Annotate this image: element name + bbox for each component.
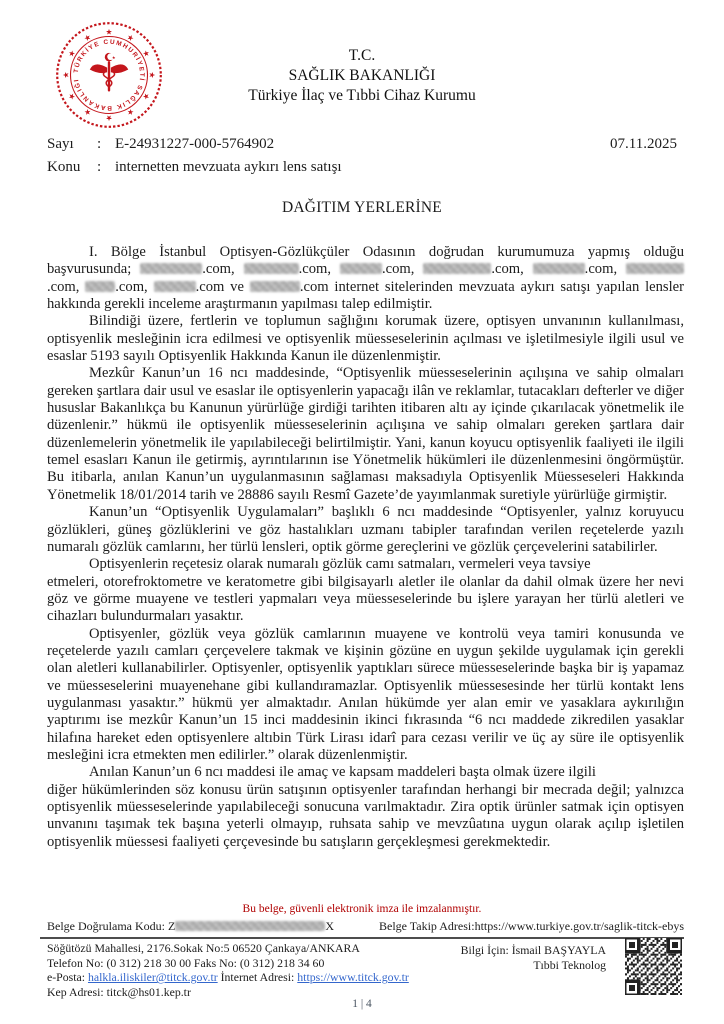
redacted-text	[140, 263, 202, 274]
contact-title: Tıbbi Teknolog	[533, 957, 606, 972]
konu-colon: :	[97, 159, 102, 175]
svg-text:★: ★	[82, 32, 93, 44]
redacted-text	[154, 281, 196, 292]
document-date: 07.11.2025	[610, 136, 677, 152]
svg-text:★: ★	[111, 55, 116, 61]
redacted-text	[626, 263, 684, 274]
redacted-text	[533, 263, 585, 274]
redacted-text	[175, 921, 325, 931]
svg-text:★: ★	[147, 71, 157, 79]
konu-value: internetten mevzuata aykırı lens satışı	[115, 159, 342, 175]
email-link[interactable]: halkla.iliskiler@titck.gov.tr	[87, 970, 218, 985]
redacted-text	[244, 263, 299, 274]
verification-code: Belge Doğrulama Kodu: Z X	[47, 919, 334, 933]
svg-text:★: ★	[66, 48, 78, 59]
redacted-text	[250, 281, 300, 292]
letterhead-ministry: SAĞLIK BAKANLIĞI	[288, 67, 436, 84]
tracking-address: Belge Takip Adresi:https://www.turkiye.gov.tr/saglik-titck-ebys	[378, 919, 684, 933]
redacted-text	[423, 263, 491, 274]
paragraph-7: Anılan Kanun’un 6 ncı maddesi ile amaç ve kapsam maddeleri başta olmak üzere ilgili diğer hükümlerinden söz konusu ürün satışının optisyenler tarafından herhangi bir mecrada değil; yalnızca optisyenlik müesseselerinde yapılabileceği sonucuna varılmaktadır. Zira optik ürünler satmak için optisyen unvanını taşımak tek başına yeterli olmayıp, ruhsata sahip ve mevzûatına uygun olarak açılıp işletilen optisyenlik müessesi faaliyeti çerçevesinde bu satışların gerçekleşmesi gerekmektedir.	[47, 764, 684, 850]
paragraph-4: Kanun’un “Optisyenlik Uygulamaları” başlıklı 6 ncı maddesinde “Optisyenler, yalnız koruyucu gözlükleri, güneş gözlüklerini ve göz hastalıkları uzmanı tabipler tarafından verilen reçetelerde yazılı numaralı gözlük camlarını, her türlü lensleri, optik görme gereçlerini ve gözlük çerçevelerini satabilirler.	[47, 504, 684, 555]
svg-text:★: ★	[61, 71, 71, 79]
svg-text:★: ★	[125, 106, 136, 118]
qr-code-icon	[625, 938, 682, 995]
sayi-label: Sayı	[47, 136, 74, 152]
paragraph-2: Bilindiği üzere, fertlerin ve toplumun sağlığını korumak üzere, optisyen unvanının kullanılması, optisyenlik mesleğinin icra edilmesi ve optisyenlik müesseselerinin açılması ve işletilmesiyle ilgili usul ve esaslar 5193 sayılı Optisyenlik Hakkında Kanun ile düzenlenmiştir.	[47, 313, 684, 365]
email-label: e-Posta:	[47, 970, 88, 985]
kep-line: Kep Adresi: titck@hs01.kep.tr	[47, 984, 191, 999]
contact-name: Bilgi İçin: İsmail BAŞYAYLA	[460, 943, 606, 957]
phone-line: Telefon No: (0 312) 218 30 00 Faks No: (0 312) 218 34 60	[47, 955, 325, 970]
paragraph-3: Mezkûr Kanun’un 16 ncı maddesinde, “Optisyenlik müesseselerinin açılışına ve sahip olmaları gereken şartlara dair usul ve esaslar ile optisyenlerin yapacağı ilân ve reklamlar, tutacakları defterler ve diğer hususlar Bakanlıkça bu Kanunun yürürlüğe girdiği tarihten itibaren altı ay içinde çıkarılacak yönetmelik ile düzenlenir.” hükmü ile optisyenlik müesseselerinin açılışına ve sahip olmaları gereken şartlara dair düzenlemelerin yönetmelik ile yapılabileceği belirtilmiştir. Yani, kanun koyucu optisyenlik faaliyeti ile ilgili temel esasları Kanun ile getirmiş, ayrıntılarının ise Yönetmelik hükümleri ile düzenlenmesini öngörmüştür. Bu itibarla, anılan Kanun’un uygulanmasının sağlaması maksadıyla Optisyenlik Müesseseleri Hakkında Yönetmelik 18/01/2014 tarih ve 28886 sayılı Resmî Gazete’de yayımlanmak suretiyle yürürlüğe girmiştir.	[47, 365, 684, 503]
contact-block	[461, 943, 606, 972]
internet-label: İnternet Adresi:	[217, 970, 298, 985]
sayi-row	[47, 133, 677, 156]
website-link[interactable]: https://www.titck.gov.tr	[297, 970, 409, 985]
address-line: Söğütözü Mahallesi, 2176.Sokak No:5 06520 Çankaya/ANKARA	[47, 941, 360, 955]
svg-text:★: ★	[105, 27, 113, 37]
paragraph-1: I. Bölge İstanbul Optisyen-Gözlükçüler Odasının doğrudan kurumumuza yapmış olduğu başvurusunda; .com, .com, .com, .com, .com, .com, .com, .com ve .com internet sitelerinden mevzuata aykırı satışı yapılan lensler hakkında gerekli inceleme araştırmanın yapılması talep edilmiştir.	[47, 244, 684, 313]
sayi-value: E-24931227-000-5764902	[115, 136, 275, 152]
letter-body	[47, 244, 684, 851]
letterhead-agency: Türkiye İlaç ve Tıbbi Cihaz Kurumu	[248, 87, 476, 104]
e-signature-note: Bu belge, güvenli elektronik imza ile imzalanmıştır.	[242, 903, 482, 915]
svg-text:★: ★	[82, 106, 93, 118]
redacted-text	[340, 263, 382, 274]
svg-text:★: ★	[105, 113, 113, 123]
address-block	[47, 941, 447, 999]
svg-text:★: ★	[125, 32, 136, 44]
letterhead	[0, 46, 724, 106]
paragraph-5: Optisyenlerin reçetesiz olarak numaralı gözlük camı satmaları, vermeleri veya tavsiye etmeleri, otorefroktometre ve keratometre gibi bilgisayarlı aletler ile olanlar da dahil olmak üzere her nevi göz ve görme muayene ve testleri yapmaları veya müesseselerinde bu işlere yarayan her türlü aletleri ve cihazları bulundurmaları yasaktır.	[47, 556, 684, 625]
footer-divider	[40, 937, 684, 939]
sayi-colon: :	[97, 136, 102, 152]
konu-label: Konu	[47, 159, 81, 175]
logo-circular-text: TÜRKİYE CUMHURİYETİ SAĞLIK BAKANLIĞI	[72, 38, 146, 112]
letterhead-tc: T.C.	[348, 47, 376, 64]
redacted-text	[85, 281, 115, 292]
konu-row	[47, 156, 677, 179]
svg-text:★: ★	[66, 91, 78, 102]
email-line	[47, 970, 447, 985]
svg-text:★: ★	[140, 48, 152, 59]
page-number: 1 | 4	[352, 998, 372, 1010]
document-title: DAĞITIM YERLERİNE	[282, 199, 442, 216]
paragraph-6: Optisyenler, gözlük veya gözlük camlarının muayene ve kontrolü veya tamiri konusunda ve reçetelerde yazılı camları çerçevelere takmak ve kişinin gözüne en uygun şekilde uygulamak için gerekli olan aletleri kullanabilirler. Optisyenler, optisyenlik yaptıkları sürece müesseselerinde başka bir iş yapamaz ve müesseselerini muayenehane gibi kullandıramazlar. Optisyenlik müessesesinde her türlü kontakt lens uygulanması yasaktır.” hükmü yer almaktadır. Anılan hükümde yer alan emir ve yasaklara aykırılığın yaptırımı ise mezkûr Kanun’un 15 inci maddesinin ikinci fıkrasında “6 ncı maddede zikredilen yasaklar hilafına hareket eden optisyenlere altıbin Türk Lirası idarî para cezası verilir ve üç ay süre ile optisyenlik mesleğini icra etmekten men edilirler.” olarak düzenlenmiştir.	[47, 625, 684, 763]
verification-row	[47, 918, 684, 934]
document-meta	[47, 133, 677, 179]
svg-text:★: ★	[140, 91, 152, 102]
